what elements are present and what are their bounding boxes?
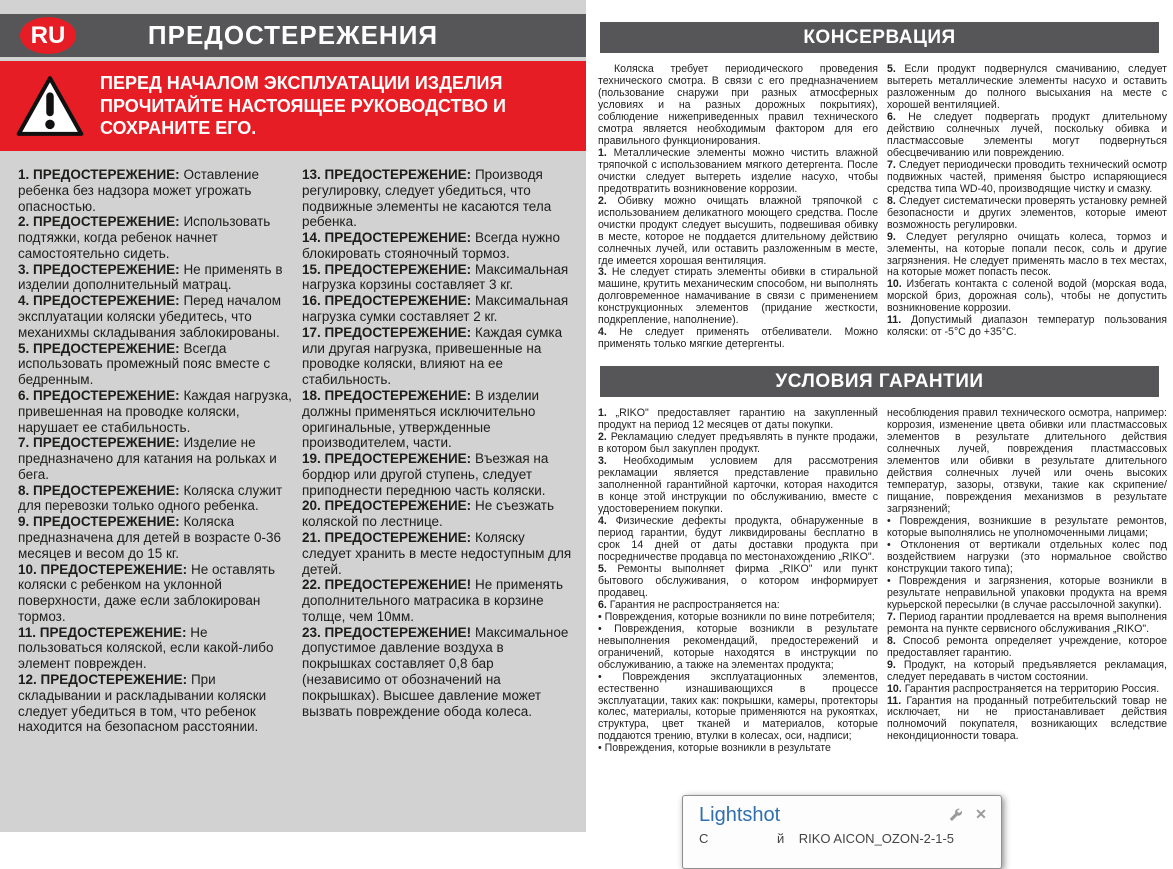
maintenance-item: 5. Если продукт подвернулся смачиванию, следует вытереть металлические элементы насухо и оставить разложенным до полного высыхания на месте с хорошей вентиляцией. <box>887 63 1167 111</box>
maintenance-item: 2. Обивку можно очищать влажной тряпочкой с использованием деликатного моющего средства. После очистки продукт следует высушить, подвешивая обивку в месте, которое не поддается длительному действию солнечных лучей, или оставить разложенным в месте, где имеется хорошая вентиляция. <box>598 194 878 267</box>
warning-item: 18. ПРЕДОСТЕРЕЖЕНИЕ: В изделии должны применяться исключительно оригинальные, утвержденные производителем, части. <box>302 387 540 451</box>
warranty-item: 5. Ремонты выполняет фирма „RIKO" или пункт бытового обслуживания, о котором информирует продавец. <box>598 562 878 599</box>
warranty-bullet-item: • Отклонения от вертикали отдельных колес под воздействием нагрузки (это нормальное свойство конструкции такого типа); <box>887 538 1167 575</box>
maintenance-item: 4. Не следует применять отбеливатели. Можно применять только мягкие детергенты. <box>598 326 878 351</box>
warning-item: 9. ПРЕДОСТЕРЕЖЕНИЕ: Коляска предназначена для детей в возрасте 0-36 месяцев и весом до 15 кг. <box>18 514 281 561</box>
warnings-header-bar <box>0 14 586 57</box>
maintenance-item: 1. Металлические элементы можно чистить влажной тряпочкой с использованием мягкого детергента. После очистки следует вытереть изделие насухо, чтобы предотвратить возникновение коррозии. <box>598 146 878 195</box>
maintenance-column-1 <box>598 64 878 351</box>
warranty-item: 6. Гарантия не распространяется на: <box>598 598 780 611</box>
settings-wrench-button[interactable] <box>947 806 963 822</box>
warning-item: 11. ПРЕДОСТЕРЕЖЕНИЕ: Не пользоваться коляской, если какой-либо элемент поврежден. <box>18 624 274 672</box>
warning-item: 15. ПРЕДОСТЕРЕЖЕНИЕ: Максимальная нагрузка корзины составляет 3 кг. <box>302 261 569 293</box>
warranty-item: 2. Рекламацию следует предъявлять в пункте продажи, в котором был закуплен продукт. <box>598 431 878 456</box>
warning-item: 5. ПРЕДОСТЕРЕЖЕНИЕ: Всегда использовать промежный пояс вместе с бедренным. <box>18 340 271 388</box>
maintenance-item: 11. Допустимый диапазон температур пользования коляски: от -5°С до +35°С. <box>887 314 1167 339</box>
warning-item: 23. ПРЕДОСТЕРЕЖЕНИЕ! Максимальное допустимое давление воздуха в покрышках составляет 0,8 бар (независимо от обозначений на покрышках). Высшее давление может вызвать повреждение обода колеса. <box>302 624 569 719</box>
warranty-bullet-item: • Повреждения, которые возникли по вине потребителя; <box>598 610 875 623</box>
maintenance-item: 7. Следует периодически проводить технический осмотр подвижных частей, применяя быстро испаряющиеся средства типа WD-40, производящие чистку и смазку. <box>887 158 1168 195</box>
warnings-page <box>0 0 586 832</box>
maintenance-header-bar <box>600 22 1159 53</box>
maintenance-title: КОНСЕРВАЦИЯ <box>803 26 956 48</box>
warranty-item: 3. Необходимым условием для рассмотрения рекламации является представление правильно заполненной гарантийной карточки, которая находится в конце этой инструкции по обслуживанию, вместе с удостоверением покупки. <box>598 455 878 515</box>
warranty-item-continuation: несоблюдения правил технического осмотра, например: коррозия, изменение цвета обивки или пластмассовых элементов в результате длительного действия солнечных лучей, повреждения пластмассовых элементов или обивки в результате длительного действия солнечных лучей или очень высоких температур, зазоры, отзвуки, такие как скрипение/ пищание, повреждения механизмов в результате загрязнений; <box>887 407 1167 515</box>
wrench-icon <box>948 807 962 821</box>
warning-item: 10. ПРЕДОСТЕРЕЖЕНИЕ: Не оставлять коляски с ребенком на уклонной поверхности, даже если заблокирован тормоз. <box>18 561 276 624</box>
warning-item: 1. ПРЕДОСТЕРЕЖЕНИЕ: Оставление ребенка без надзора может угрожать опасностью. <box>18 167 259 214</box>
warnings-column-1 <box>18 167 292 735</box>
lightshot-title: Lightshot <box>699 804 781 826</box>
warranty-item: 8. Способ ремонта определяет учреждение, которое предоставляет гарантию. <box>887 634 1167 659</box>
warranty-bullet-item: • Повреждения, которые возникли в результате невыполнения рекомендаций, предостережений и ограничений, которые находятся в инструкции по обслуживанию, а также на элементах продукта; <box>598 622 878 671</box>
warning-banner-text: ПЕРЕД НАЧАЛОМ ЭКСПЛУАТАЦИИ ИЗДЕЛИЯ ПРОЧИТАЙТЕ НАСТОЯЩЕЕ РУКОВОДСТВО И СОХРАНИТЕ ЕГО. <box>100 73 506 139</box>
warranty-item: 10. Гарантия распространяется на территорию Россия. <box>887 682 1160 695</box>
warnings-column-2 <box>302 167 576 735</box>
warranty-header-bar <box>600 366 1159 397</box>
warranty-item: 4. Физические дефекты продукта, обнаруженные в период гарантии, будут ликвидированы бесплатно в срок 14 дней от даты доставки продукта при посредничестве продавца по местонахождению „RIKO". <box>598 514 878 563</box>
lightshot-message: С й RIKO AICON_OZON-2-1-5 <box>699 831 955 846</box>
maintenance-item: 10. Избегать контакта с соленой водой (морская вода, морской бриз, дорожная соль), чтобы не допустить возникновение коррозии. <box>887 278 1167 315</box>
maintenance-item: 3. Не следует стирать элементы обивки в стиральной машине, крутить механическим способом, ни выполнять долговременное намачивание в связи с применением конструкционных элементов (придание жесткости, подкрепление, наполнение). <box>598 266 878 327</box>
warning-item: 22. ПРЕДОСТЕРЕЖЕНИЕ! Не применять дополнительного матрасика в корзине толще, чем 10мм. <box>302 577 564 624</box>
warning-item: 14. ПРЕДОСТЕРЕЖЕНИЕ: Всегда нужно блокировать стояночный тормоз. <box>302 230 561 261</box>
close-icon: ✕ <box>975 806 987 822</box>
warning-item: 3. ПРЕДОСТЕРЕЖЕНИЕ: Не применять в изделии дополнительный матрац. <box>18 261 283 293</box>
close-button[interactable] <box>973 806 989 822</box>
warning-item: 16. ПРЕДОСТЕРЕЖЕНИЕ: Максимальная нагрузка сумки составляет 2 кг. <box>302 293 569 325</box>
warning-item: 2. ПРЕДОСТЕРЕЖЕНИЕ: Использовать подтяжки, когда ребенок начнет самостоятельно сидеть. <box>18 214 271 261</box>
warranty-bullet-item: • Повреждения и загрязнения, которые возникли в результате неправильной упаковки продукта на время курьерской пересылки (в случае рассылочной закупки). <box>887 574 1167 611</box>
warning-item: 12. ПРЕДОСТЕРЕЖЕНИЕ: При складывании и раскладывании коляски следует убедиться в том, что ребенок находится на безопасном расстоянии. <box>18 672 267 735</box>
lightshot-notification-window[interactable] <box>682 795 1002 869</box>
warning-item: 19. ПРЕДОСТЕРЕЖЕНИЕ: Въезжая на бордюр или другой ступень, следует приподнести переднюю часть коляски. <box>302 451 549 498</box>
warranty-column-2 <box>887 408 1167 755</box>
warranty-item: 1. „RIKO" предоставляет гарантию на закупленный продукт на период 12 месяцев от даты покупки. <box>598 407 878 432</box>
warning-banner <box>0 61 586 151</box>
warranty-columns <box>586 397 1173 755</box>
maintenance-warranty-page <box>586 0 1173 832</box>
warranty-item: 7. Период гарантии продлевается на время выполнения ремонта на пункте сервисного обслуживания „RIKO". <box>887 610 1167 635</box>
warranty-title: УСЛОВИЯ ГАРАНТИИ <box>775 370 984 392</box>
lightshot-actions <box>947 806 989 822</box>
warnings-columns <box>0 151 586 735</box>
maintenance-columns <box>586 53 1173 351</box>
warning-item: 13. ПРЕДОСТЕРЕЖЕНИЕ: Производя регулировку, следует убедиться, что подвижные элементы не касаются тела ребенка. <box>302 167 552 230</box>
maintenance-item: 8. Следует систематически проверять установку ремней безопасности и других элементов, которые имеют возможность регулировки. <box>887 194 1167 231</box>
maintenance-column-2 <box>887 64 1167 351</box>
warning-item: 4. ПРЕДОСТЕРЕЖЕНИЕ: Перед началом эксплуатации коляски убедитесь, что механихмы складывания заблокированы. <box>18 293 282 340</box>
warning-item: 17. ПРЕДОСТЕРЕЖЕНИЕ: Каждая сумка или другая нагрузка, привешенные на проводке коляски, влияют на ее стабильность. <box>302 324 563 388</box>
warning-item: 7. ПРЕДОСТЕРЕЖЕНИЕ: Изделие не предназначено для катания на рольках и бега. <box>18 435 277 482</box>
maintenance-item: 9. Следует регулярно очищать колеса, тормоз и элементы, на которые попали песок, соль и другие загрязнения. Не следует применять масло в тех местах, на которые может попасть песок. <box>887 230 1167 279</box>
warranty-item: 11. Гарантия на проданный потребительский товар не исключает, ни не приостанавливает действия полномочий покупателя, возникающих вследствие некондиционности товара. <box>887 694 1167 743</box>
warning-item: 20. ПРЕДОСТЕРЕЖЕНИЕ: Не съезжать коляской по лестнице. <box>302 498 555 530</box>
warning-item: 21. ПРЕДОСТЕРЕЖЕНИЕ: Коляску следует хранить в месте недоступным для детей. <box>302 529 572 577</box>
warranty-bullet-item: • Повреждения, которые возникли в результате <box>598 742 831 755</box>
language-badge: RU <box>20 17 76 54</box>
warning-item: 8. ПРЕДОСТЕРЕЖЕНИЕ: Коляска служит для перевозки только одного ребенка. <box>18 482 283 514</box>
warranty-column-1 <box>598 408 878 755</box>
maintenance-intro: Коляска требует периодического проведения технического смотра. В связи с его предназначением (пользование снаружи при разных атмосферных условиях и на разных дорожных покрытиях), соблюдение нижеприведенных правил технического смотра является необходимым фактором для его правильного функционирования. <box>598 63 878 147</box>
warning-item: 6. ПРЕДОСТЕРЕЖЕНИЕ: Каждая нагрузка, привешенная на проводке коляски, нарушает ее стабильность. <box>18 387 292 435</box>
warning-triangle-icon <box>16 75 84 137</box>
maintenance-item: 6. Не следует подвергать продукт длительному действию солнечных лучей, поскольку обивка и пластмассовые элементы могут подвернуться обесцвечиванию или повреждению. <box>887 110 1167 159</box>
warranty-bullet-item: • Повреждения, возникшие в результате ремонтов, которые выполнялись не уполномоченными лицами; <box>887 514 1167 539</box>
page-title: ПРЕДОСТЕРЕЖЕНИЯ <box>147 20 439 50</box>
warranty-bullet-item: • Повреждения эксплуатационных элементов, естественно изнашивающихся в процессе эксплуатации, таких как: покрышки, камеры, протекторы колес, материалы, которые применяются на рукоятках, структура, цвет тканей и материалов, которые поддаются трению, втулки в колесах, оси, надписи; <box>598 670 879 743</box>
warranty-item: 9. Продукт, на который предъявляется рекламация, следует передавать в чистом состоянии. <box>887 658 1167 683</box>
